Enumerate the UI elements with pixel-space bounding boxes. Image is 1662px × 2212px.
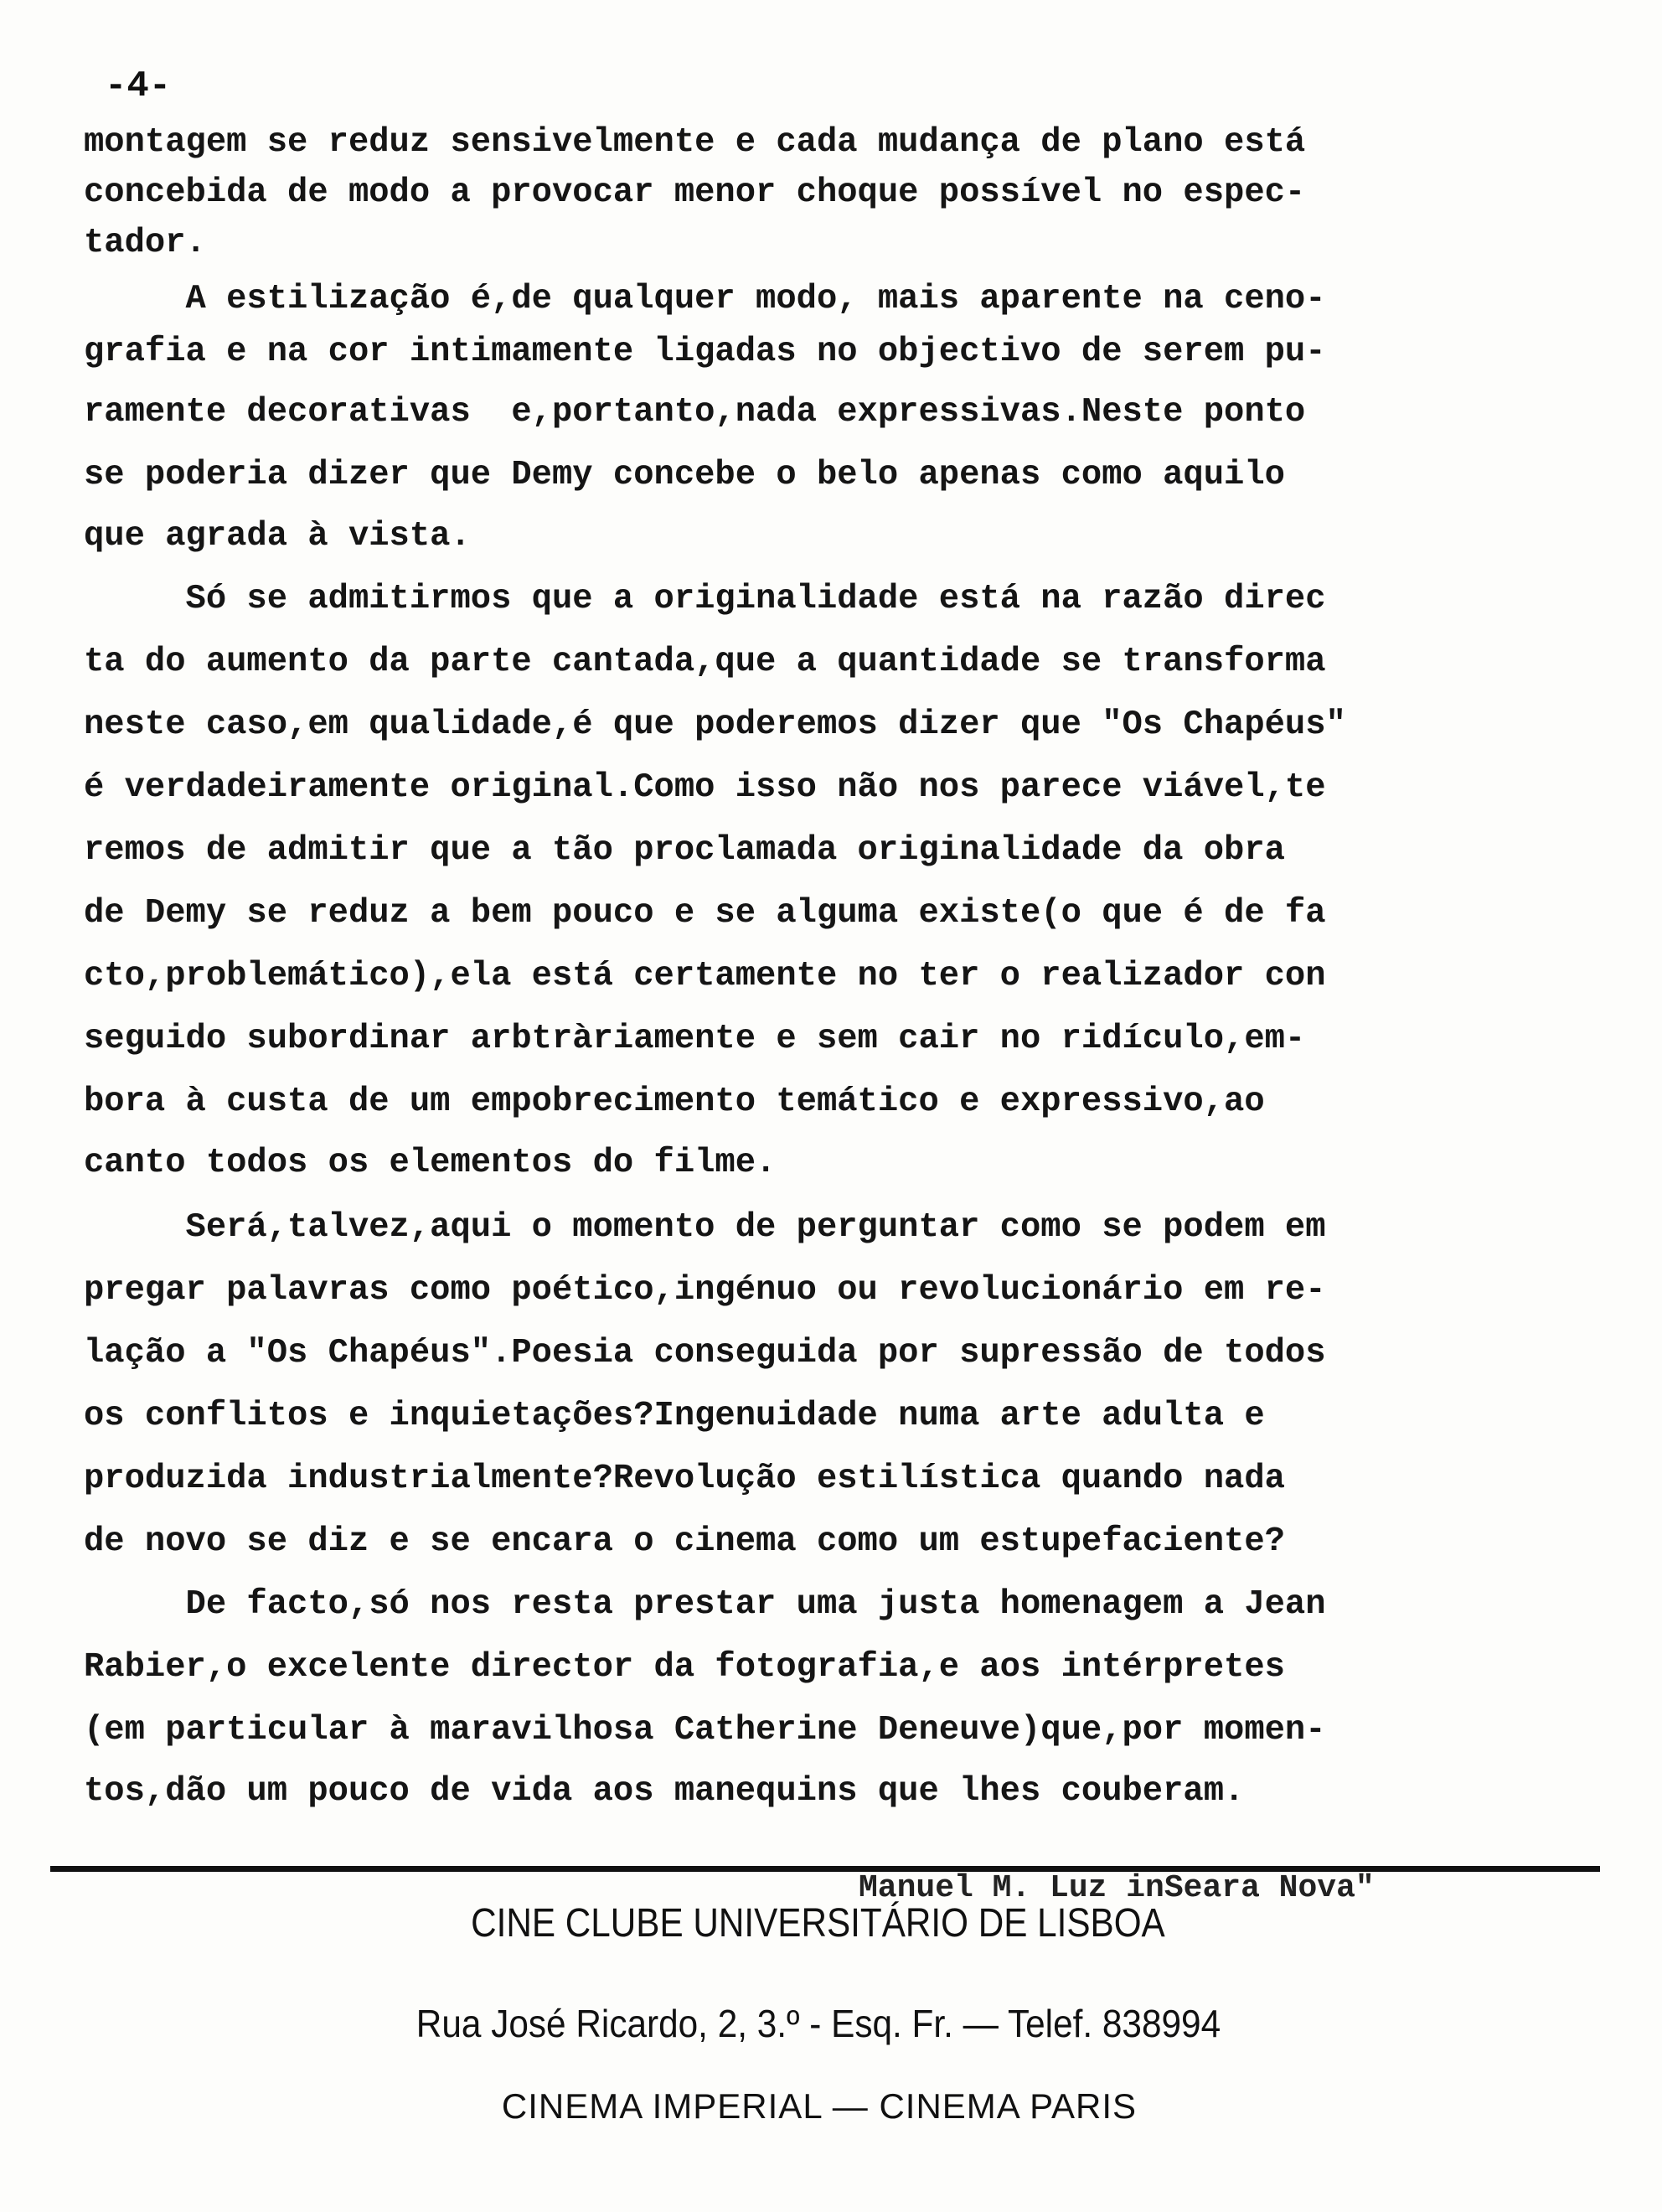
article-line: tos,dão um pouco de vida aos manequins que lhes couberam. [84, 1772, 1245, 1811]
article-line: lação a "Os Chapéus".Poesia conseguida por supressão de todos [84, 1334, 1326, 1372]
article-line: que agrada à vista. [84, 517, 471, 556]
article-signature: Manuel M. Luz inSeara Nova" [859, 1870, 1375, 1906]
article-line: cto,problemático),ela está certamente no ter o realizador con [84, 957, 1326, 995]
page-number: -4- [105, 65, 172, 107]
article-line: produzida industrialmente?Revolução estilística quando nada [84, 1460, 1285, 1498]
article-line: remos de admitir que a tão proclamada originalidade da obra [84, 831, 1285, 870]
article-line: ramente decorativas e,portanto,nada expressivas.Neste ponto [84, 393, 1306, 432]
article-line: se poderia dizer que Demy concebe o belo apenas como aquilo [84, 456, 1285, 494]
article-line: (em particular à maravilhosa Catherine Deneuve)que,por momen- [84, 1711, 1326, 1749]
article-line: A estilização é,de qualquer modo, mais aparente na ceno- [84, 280, 1326, 318]
article-line: ta do aumento da parte cantada,que a quantidade se transforma [84, 643, 1326, 681]
article-line: montagem se reduz sensivelmente e cada mudança de plano está [84, 123, 1306, 162]
article-line: pregar palavras como poético,ingénuo ou revolucionário em re- [84, 1271, 1326, 1310]
article-line: bora à custa de um empobrecimento temático e expressivo,ao [84, 1083, 1265, 1121]
club-address: Rua José Ricardo, 2, 3.º - Esq. Fr. — Telef. 838994 [416, 2002, 1221, 2045]
article-line: Só se admitirmos que a originalidade está na razão direc [84, 580, 1326, 618]
article-line: é verdadeiramente original.Como isso não nos parece viável,te [84, 768, 1326, 807]
article-line: Rabier,o excelente director da fotografia,e aos intérpretes [84, 1648, 1285, 1687]
article-line: de novo se diz e se encara o cinema como um estupefaciente? [84, 1522, 1285, 1561]
article-line: os conflitos e inquietações?Ingenuidade numa arte adulta e [84, 1397, 1265, 1435]
article-line: concebida de modo a provocar menor choque possível no espec- [84, 173, 1306, 212]
article-line: De facto,só nos resta prestar uma justa homenagem a Jean [84, 1585, 1326, 1624]
article-line: grafia e na cor intimamente ligadas no objectivo de serem pu- [84, 333, 1326, 371]
article-line: neste caso,em qualidade,é que poderemos dizer que "Os Chapéus" [84, 705, 1346, 744]
article-line: canto todos os elementos do filme. [84, 1144, 777, 1182]
article-line: Será,talvez,aqui o momento de perguntar como se podem em [84, 1208, 1326, 1247]
article-line: de Demy se reduz a bem pouco e se alguma existe(o que é de fa [84, 894, 1326, 933]
club-cinemas: CINEMA IMPERIAL — CINEMA PARIS [501, 2086, 1138, 2126]
article-line: tador. [84, 224, 206, 262]
article-line: seguido subordinar arbtràriamente e sem cair no ridículo,em- [84, 1020, 1306, 1058]
club-name: CINE CLUBE UNIVERSITÁRIO DE LISBOA [471, 1901, 1165, 1946]
